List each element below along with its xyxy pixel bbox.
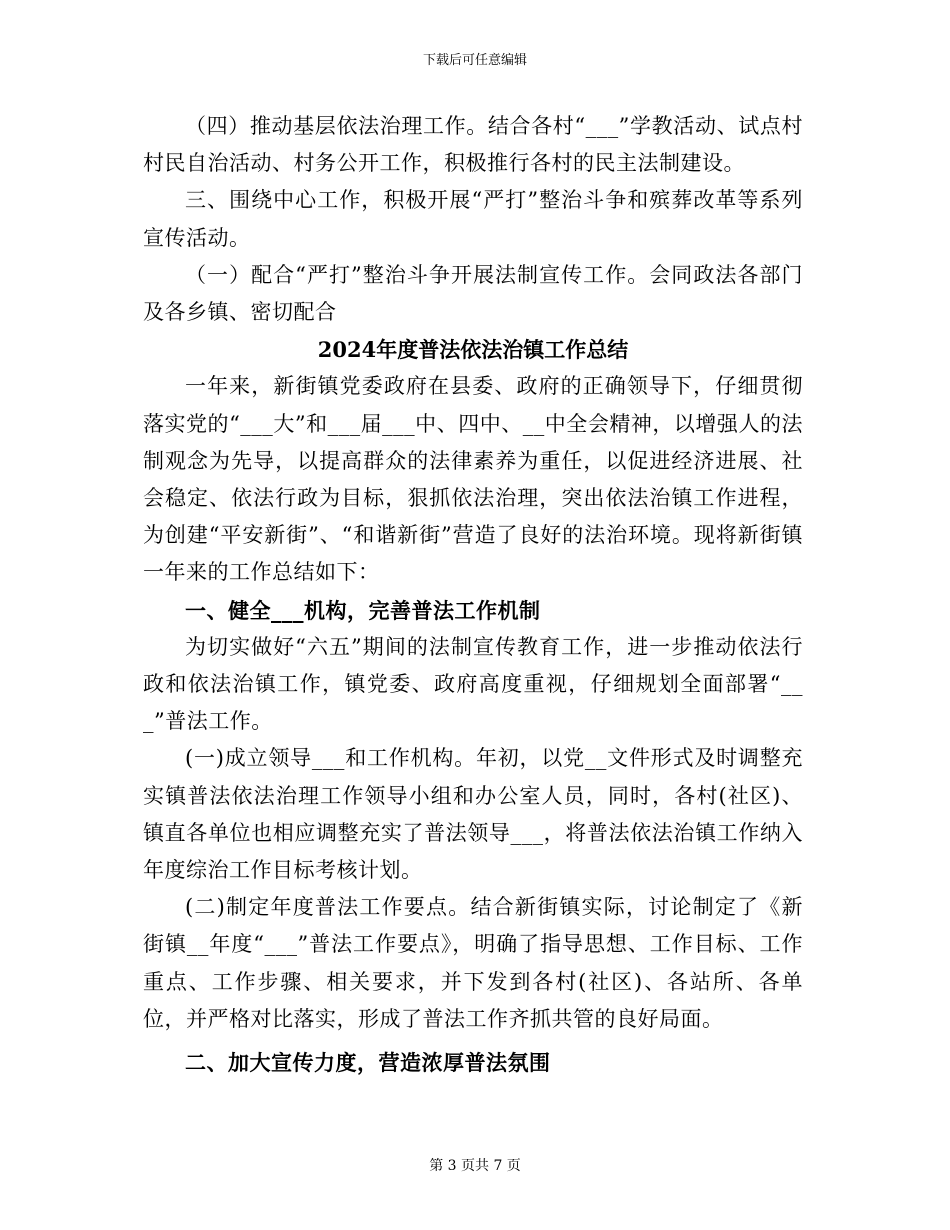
page-header: 下载后可任意编辑 xyxy=(422,53,527,68)
document-body xyxy=(143,108,803,1081)
paragraph-annual-points: (二)制定年度普法工作要点。结合新街镇实际，讨论制定了《新街镇__年度“___”普法工作要点》，明确了指导思想、工作目标、工作重点、工作步骤、相关要求，并下发到各村(社区)、各站所、各单位，并严格对比落实，形成了普法工作齐抓共管的良好局面。 xyxy=(143,895,803,1031)
paragraph-leadership: (一)成立领导___和工作机构。年初，以党__文件形式及时调整充实镇普法依法治理工作领导小组和办公室人员，同时，各村(社区)、镇直各单位也相应调整充实了普法领导___，将普法依法治镇工作纳入年度综治工作目标考核计划。 xyxy=(143,746,803,883)
paragraph-central-work: 三、围绕中心工作，积极开展“严打”整治斗争和殡葬改革等系列宣传活动。 xyxy=(143,188,803,250)
paragraph-intro: 一年来，新街镇党委政府在县委、政府的正确领导下，仔细贯彻落实党的“___大”和___届___中、四中、__中全会精神，以增强人的法制观念为先导，以提高群众的法律素养为重任，以促进经济进展、社会稳定、依法行政为目标，狠抓依法治理，突出依法治镇工作进程，为创建“平安新街”、“和谐新街”营造了良好的法治环境。现将新街镇一年来的工作总结如下： xyxy=(143,374,803,585)
paragraph-six-five: 为切实做好“六五”期间的法制宣传教育工作，进一步推动依法行政和依法治镇工作，镇党委、政府高度重视，仔细规划全面部署“___”普法工作。 xyxy=(143,634,803,734)
document-title: 2024年度普法依法治镇工作总结 xyxy=(317,337,629,363)
section-heading-1: 一、健全___机构，完善普法工作机制 xyxy=(185,597,541,623)
paragraph-strike-hard: （一）配合“严打”整治斗争开展法制宣传工作。会同政法各部门及各乡镇、密切配合 xyxy=(143,262,803,325)
paragraph-grassroots-governance: （四）推动基层依法治理工作。结合各村“___”学教活动、试点村村民自治活动、村务公开工作，积极推行各村的民主法制建设。 xyxy=(143,114,803,176)
section-heading-2: 二、加大宣传力度，营造浓厚普法氛围 xyxy=(185,1050,551,1076)
page-footer: 第 3 页共 7 页 xyxy=(429,1158,521,1174)
